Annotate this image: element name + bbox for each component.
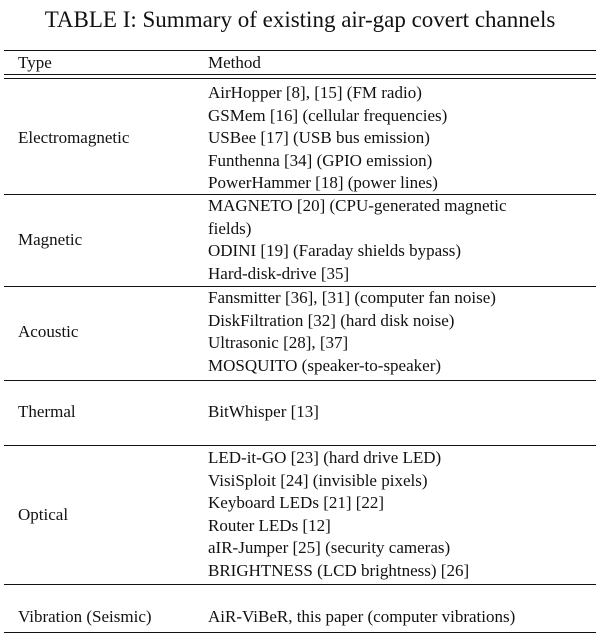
method-item: USBee [17] (USB bus emission) <box>208 128 430 148</box>
method-item: Router LEDs [12] <box>208 515 331 535</box>
header-rule-double <box>4 78 596 79</box>
method-item: DiskFiltration [32] (hard disk noise) <box>208 310 455 330</box>
method-item: MAGNETO [20] (CPU-generated magnetic fields) <box>208 196 507 238</box>
method-item: Fansmitter [36], [31] (computer fan noise) <box>208 288 496 307</box>
type-cell-magnetic: Magnetic <box>18 230 83 249</box>
type-cell-optical: Optical <box>18 505 69 524</box>
method-item: Keyboard LEDs [21] [22] <box>208 493 385 513</box>
method-item: Hard-disk-drive [35] <box>208 263 350 283</box>
method-cell-magnetic <box>208 195 508 285</box>
row-separator <box>4 584 596 585</box>
method-cell-thermal <box>208 401 593 424</box>
method-cell-acoustic <box>208 287 593 377</box>
row-separator <box>4 445 596 446</box>
table-bottom-rule <box>4 632 596 633</box>
type-cell-thermal: Thermal <box>18 402 76 421</box>
method-item: AirHopper [8], [15] (FM radio) <box>208 83 422 102</box>
type-cell-electromagnetic: Electromagnetic <box>18 128 130 147</box>
method-cell-optical <box>208 447 593 583</box>
table-caption: TABLE I: Summary of existing air-gap covert channels <box>44 7 556 32</box>
method-item: BitWhisper [13] <box>208 402 319 421</box>
table-top-rule <box>4 50 596 51</box>
type-cell-acoustic: Acoustic <box>18 322 79 341</box>
method-item: LED-it-GO [23] (hard drive LED) <box>208 448 442 467</box>
method-item: Ultrasonic [28], [37] <box>208 333 349 353</box>
column-header-method: Method <box>208 53 261 72</box>
method-item: Funthenna [34] (GPIO emission) <box>208 150 433 170</box>
column-header-type: Type <box>18 53 52 72</box>
method-cell-electromagnetic <box>208 82 593 195</box>
method-item: aIR-Jumper [25] (security cameras) <box>208 538 451 558</box>
type-cell-vibration: Vibration (Seismic) <box>18 607 152 626</box>
method-item: VisiSploit [24] (invisible pixels) <box>208 470 428 490</box>
method-item: ODINI [19] (Faraday shields bypass) <box>208 241 462 261</box>
method-item: MOSQUITO (speaker-to-speaker) <box>208 355 442 375</box>
method-cell-vibration <box>208 606 593 629</box>
method-item: BRIGHTNESS (LCD brightness) [26] <box>208 560 470 580</box>
method-item: PowerHammer [18] (power lines) <box>208 173 438 193</box>
method-item: AiR-ViBeR, this paper (computer vibrations) <box>208 607 516 626</box>
header-rule <box>4 74 596 75</box>
row-separator <box>4 380 596 381</box>
method-item: GSMem [16] (cellular frequencies) <box>208 105 448 125</box>
